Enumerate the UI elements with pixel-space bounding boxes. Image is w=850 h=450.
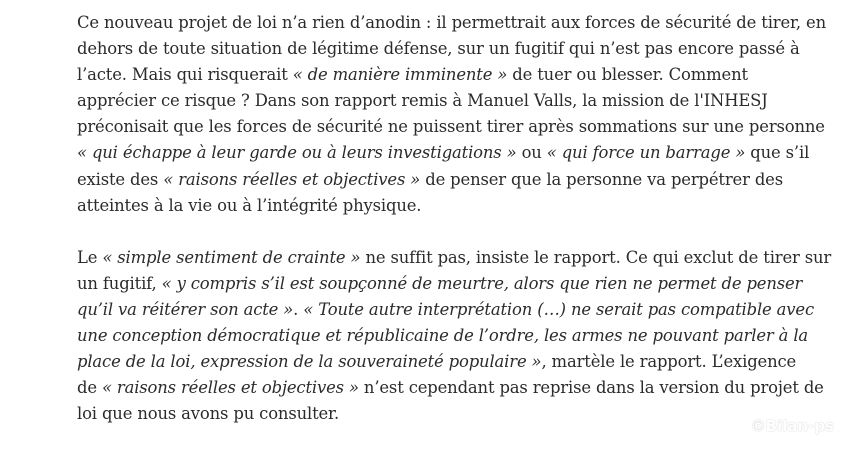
body-text: n’est cependant pas reprise dans la version du projet de — [358, 378, 824, 398]
watermark: ©Bilan-ps — [750, 417, 834, 435]
body-text: l’acte. Mais qui risquerait — [77, 65, 293, 85]
body-text: ou — [516, 143, 547, 163]
quoted-text: une conception démocratique et républicaine de l’ordre, les armes ne pouvant parler à la — [77, 326, 809, 346]
text-line — [77, 401, 777, 427]
body-text: Le — [77, 247, 103, 267]
quoted-text: « raisons réelles et objectives » — [163, 169, 421, 189]
body-text: préconisait que les forces de sécurité ne puissent tirer après sommations sur une personne — [77, 117, 825, 137]
body-text: dehors de toute situation de légitime défense, sur un fugitif qui n’est pas encore passé à — [77, 39, 800, 59]
text-line — [77, 36, 800, 62]
text-line — [77, 245, 832, 271]
text-line — [77, 349, 797, 375]
quoted-text: « de manière imminente » — [292, 65, 508, 85]
body-text: un fugitif, — [77, 273, 162, 293]
body-text: de penser que la personne va perpétrer des — [420, 169, 783, 189]
text-line — [77, 88, 777, 114]
quoted-text: « Toute autre interprétation (…) ne serait pas compatible avec — [303, 299, 814, 319]
text-line — [77, 271, 803, 297]
text-line — [77, 167, 783, 193]
text-line — [77, 114, 825, 140]
body-text: atteintes à la vie ou à l’intégrité physique. — [77, 195, 422, 215]
quoted-text: qu’il va réitérer son acte » — [77, 299, 294, 319]
text-line — [77, 375, 824, 401]
body-text: existe des — [77, 169, 164, 189]
text-line — [77, 323, 809, 349]
body-text: . — [293, 299, 304, 319]
quoted-text: « qui force un barrage » — [546, 143, 746, 163]
body-text: loi que nous avons pu consulter. — [77, 404, 340, 424]
text-line — [77, 297, 814, 323]
quoted-text: « simple sentiment de crainte » — [102, 247, 361, 267]
quoted-text: « qui échappe à leur garde ou à leurs investigations » — [77, 143, 517, 163]
body-text: de — [77, 378, 102, 398]
body-text: Ce nouveau projet de loi n’a rien d’anodin : il permettrait aux forces de sécurité de tirer, en — [77, 13, 826, 32]
text-line — [77, 62, 777, 88]
quoted-text: « raisons réelles et objectives » — [101, 378, 359, 398]
text-line — [77, 140, 810, 166]
body-text: ne suffit pas, insiste le rapport. Ce qui exclut de tirer sur — [360, 247, 832, 267]
quoted-text: « y compris s’il est soupçonné de meurtre, alors que rien ne permet de penser — [161, 273, 803, 293]
paragraph — [77, 10, 826, 219]
body-text: apprécier ce risque ? Dans son rapport remis à Manuel Valls, la mission de l'INHESJ — [77, 91, 768, 111]
quoted-text: place de la loi, expression de la souveraineté populaire » — [77, 352, 542, 372]
body-text: , martèle le rapport. L’exigence — [541, 352, 797, 372]
text-line — [77, 193, 777, 219]
body-text: que s’il — [745, 143, 810, 163]
text-line — [77, 10, 826, 36]
body-text: de tuer ou blesser. Comment — [507, 65, 748, 85]
